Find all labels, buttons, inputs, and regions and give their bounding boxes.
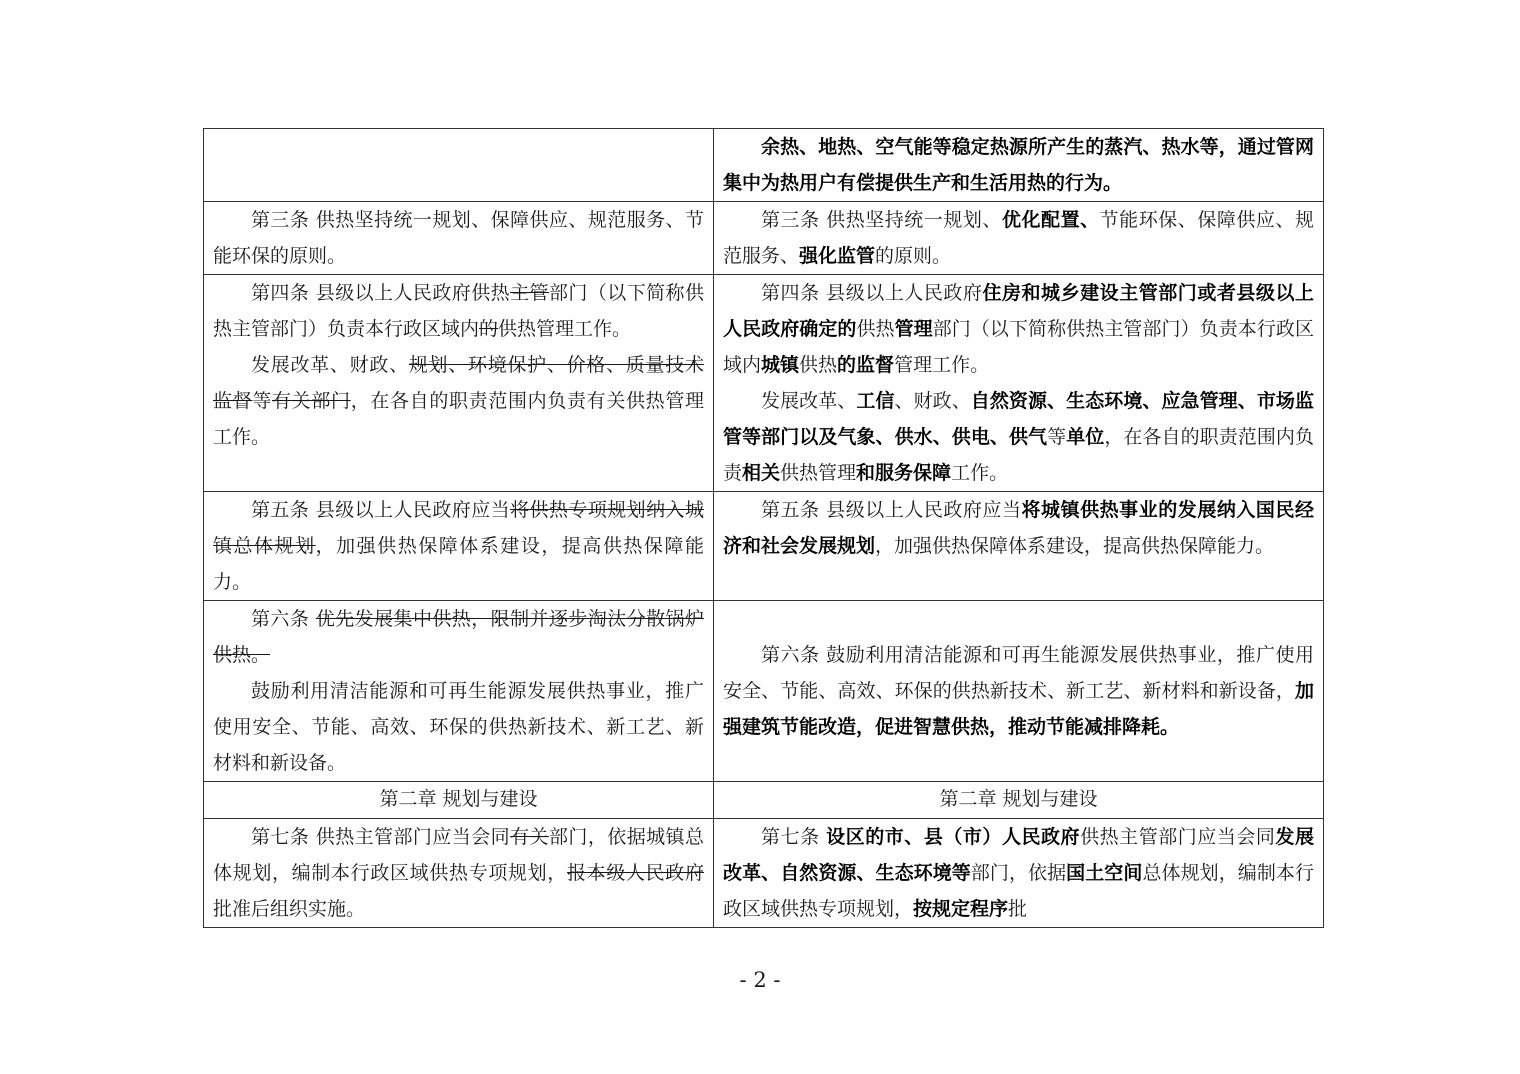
text-run: ，在各自的职责范围内负责有关供热管理工作。 (213, 390, 704, 448)
table-row (204, 275, 1324, 492)
added-text: 和服务保障 (856, 462, 952, 484)
text-run: 第五条 县级以上人民政府应当 (761, 499, 1022, 521)
table-row (204, 819, 1324, 928)
text-run: 供热管理工作。 (498, 318, 632, 340)
added-text: 余热、地热、空气能等稳定热源所产生的蒸汽、热水等，通过管网集中为热用户有偿提供生产和生活用热的行为。 (723, 136, 1314, 194)
text-run: 第三条 供热坚持统一规划、 (761, 209, 1002, 231)
deleted-text: 主管 (510, 282, 549, 304)
chapter-row (204, 782, 1324, 819)
clause-paragraph (213, 819, 704, 927)
added-text: 城镇 (761, 354, 800, 376)
clause-paragraph (723, 819, 1314, 927)
added-text: 强化监管 (799, 245, 876, 267)
clause-paragraph (213, 275, 704, 347)
left-cell (204, 275, 714, 492)
text-run: 节能环保、保障供应、规范服务、 (723, 209, 1314, 267)
text-run: 等 (1047, 426, 1067, 448)
text-run: 等 (252, 390, 273, 412)
text-run: 第六条 鼓励利用清洁能源和可再生能源发展供热事业，推广使用安全、节能、高效、环保的供热新技术、新工艺、新材料和新设备， (723, 644, 1314, 702)
page-number: - 2 - (739, 968, 781, 992)
deleted-text: 优先发展集中供热，限制并逐步淘汰分散锅炉供热。 (213, 608, 704, 666)
text-run: 总体规划，编制本行政区域供热专项规划， (723, 862, 1314, 920)
comparison-table (203, 128, 1324, 928)
deleted-text: 规划、环境保护、价格、质量技术监督 (213, 354, 704, 412)
table-row (204, 202, 1324, 275)
text-run: 部门（以下简称供热主管部门）负责本行政区域内 (723, 318, 1314, 376)
text-run: 第七条 (761, 826, 827, 848)
text-run: 第五条 县级以上人民政府应当 (251, 499, 511, 521)
clause-paragraph (723, 492, 1314, 564)
added-text: 相关 (742, 462, 781, 484)
table-row (204, 601, 1324, 782)
right-cell (714, 601, 1324, 782)
text-run: 供热 (856, 318, 895, 340)
text-run: 第七条 供热主管部门应当会同 (251, 826, 511, 848)
text-run: 批准后组织实施。 (213, 898, 366, 920)
left-cell (204, 129, 714, 202)
added-text: 工信 (856, 390, 895, 412)
added-text: 将城镇供热事业的发展纳入国民经济和社会发展规划 (723, 499, 1314, 557)
clause-paragraph (213, 202, 704, 274)
added-text: 自然资源、生态环境、应急管理、市场监管等部门以及气象、供水、供电、供气 (723, 390, 1314, 448)
table-row (204, 492, 1324, 601)
right-cell (714, 492, 1324, 601)
added-text: 设区的市、县（市）人民政府 (826, 826, 1081, 848)
clause-paragraph (723, 383, 1314, 491)
deleted-text: 有关 (510, 826, 549, 848)
table-row (204, 129, 1324, 202)
added-text: 单位 (1066, 426, 1105, 448)
deleted-text: 将供热专项规划纳入城镇总体规划 (213, 499, 704, 557)
text-run: 第四条 县级以上人民政府 (761, 282, 983, 304)
text-run: 第四条 县级以上人民政府供热 (251, 282, 511, 304)
deleted-text: 的 (479, 318, 499, 340)
added-text: 优化配置、 (1001, 209, 1100, 231)
text-run: 管理工作。 (894, 354, 990, 376)
text-run: 部门，依据 (970, 862, 1067, 884)
clause-paragraph (723, 129, 1314, 201)
text-run: 、财政、 (894, 390, 971, 412)
text-run: ，加强供热保障体系建设，提高供热保障能力。 (213, 535, 704, 593)
text-run: 的原则。 (875, 245, 952, 267)
clause-paragraph (723, 202, 1314, 274)
text-run: 发展改革、财政、 (251, 354, 409, 376)
right-cell (714, 275, 1324, 492)
text-run: 部门（以下简称供热主管部门）负责本行政区域内 (213, 282, 704, 340)
text-run: 部门，依据城镇总体规划，编制本行政区域供热专项规划， (213, 826, 704, 884)
added-text: 住房和城乡建设主管部门或者县级以上人民政府确定的 (723, 282, 1314, 340)
text-run: 鼓励利用清洁能源和可再生能源发展供热事业，推广使用安全、节能、高效、环保的供热新技术、新工艺、新材料和新设备。 (213, 680, 704, 774)
added-text: 管理 (894, 318, 933, 340)
clause-paragraph (213, 492, 704, 600)
text-run: 第六条 (251, 608, 316, 630)
text-run: 批 (1008, 898, 1028, 920)
clause-paragraph (213, 601, 704, 673)
right-cell (714, 202, 1324, 275)
text-run: 第三条 供热坚持统一规划、保障供应、规范服务、节能环保的原则。 (213, 209, 704, 267)
text-run: 供热 (799, 354, 838, 376)
text-run: ，在各自的职责范围内负责 (723, 426, 1314, 484)
clause-paragraph (723, 275, 1314, 383)
text-run: 供热主管部门应当会同 (1080, 826, 1276, 848)
added-text: 加强建筑节能改造，促进智慧供热，推动节能减排降耗。 (723, 680, 1314, 738)
right-cell (714, 819, 1324, 928)
left-cell (204, 819, 714, 928)
chapter-heading: 第二章 规划与建设 (204, 782, 714, 819)
clause-paragraph (213, 347, 704, 455)
text-run: 发展改革、 (761, 390, 857, 412)
right-cell (714, 129, 1324, 202)
added-text: 国土空间 (1066, 862, 1143, 884)
text-run: ，加强供热保障体系建设，提高供热保障能力。 (875, 535, 1275, 557)
added-text: 的监督 (837, 354, 895, 376)
text-run: 工作。 (951, 462, 1009, 484)
added-text: 按规定程序 (913, 898, 1009, 920)
deleted-text: 有关部门 (272, 390, 351, 412)
chapter-heading: 第二章 规划与建设 (714, 782, 1324, 819)
deleted-text: 报本级人民政府 (566, 862, 704, 884)
added-text: 发展改革、自然资源、生态环境等 (723, 826, 1314, 884)
clause-paragraph (723, 637, 1314, 745)
left-cell (204, 492, 714, 601)
clause-paragraph (213, 673, 704, 781)
text-run: 供热管理 (780, 462, 857, 484)
left-cell (204, 202, 714, 275)
left-cell (204, 601, 714, 782)
